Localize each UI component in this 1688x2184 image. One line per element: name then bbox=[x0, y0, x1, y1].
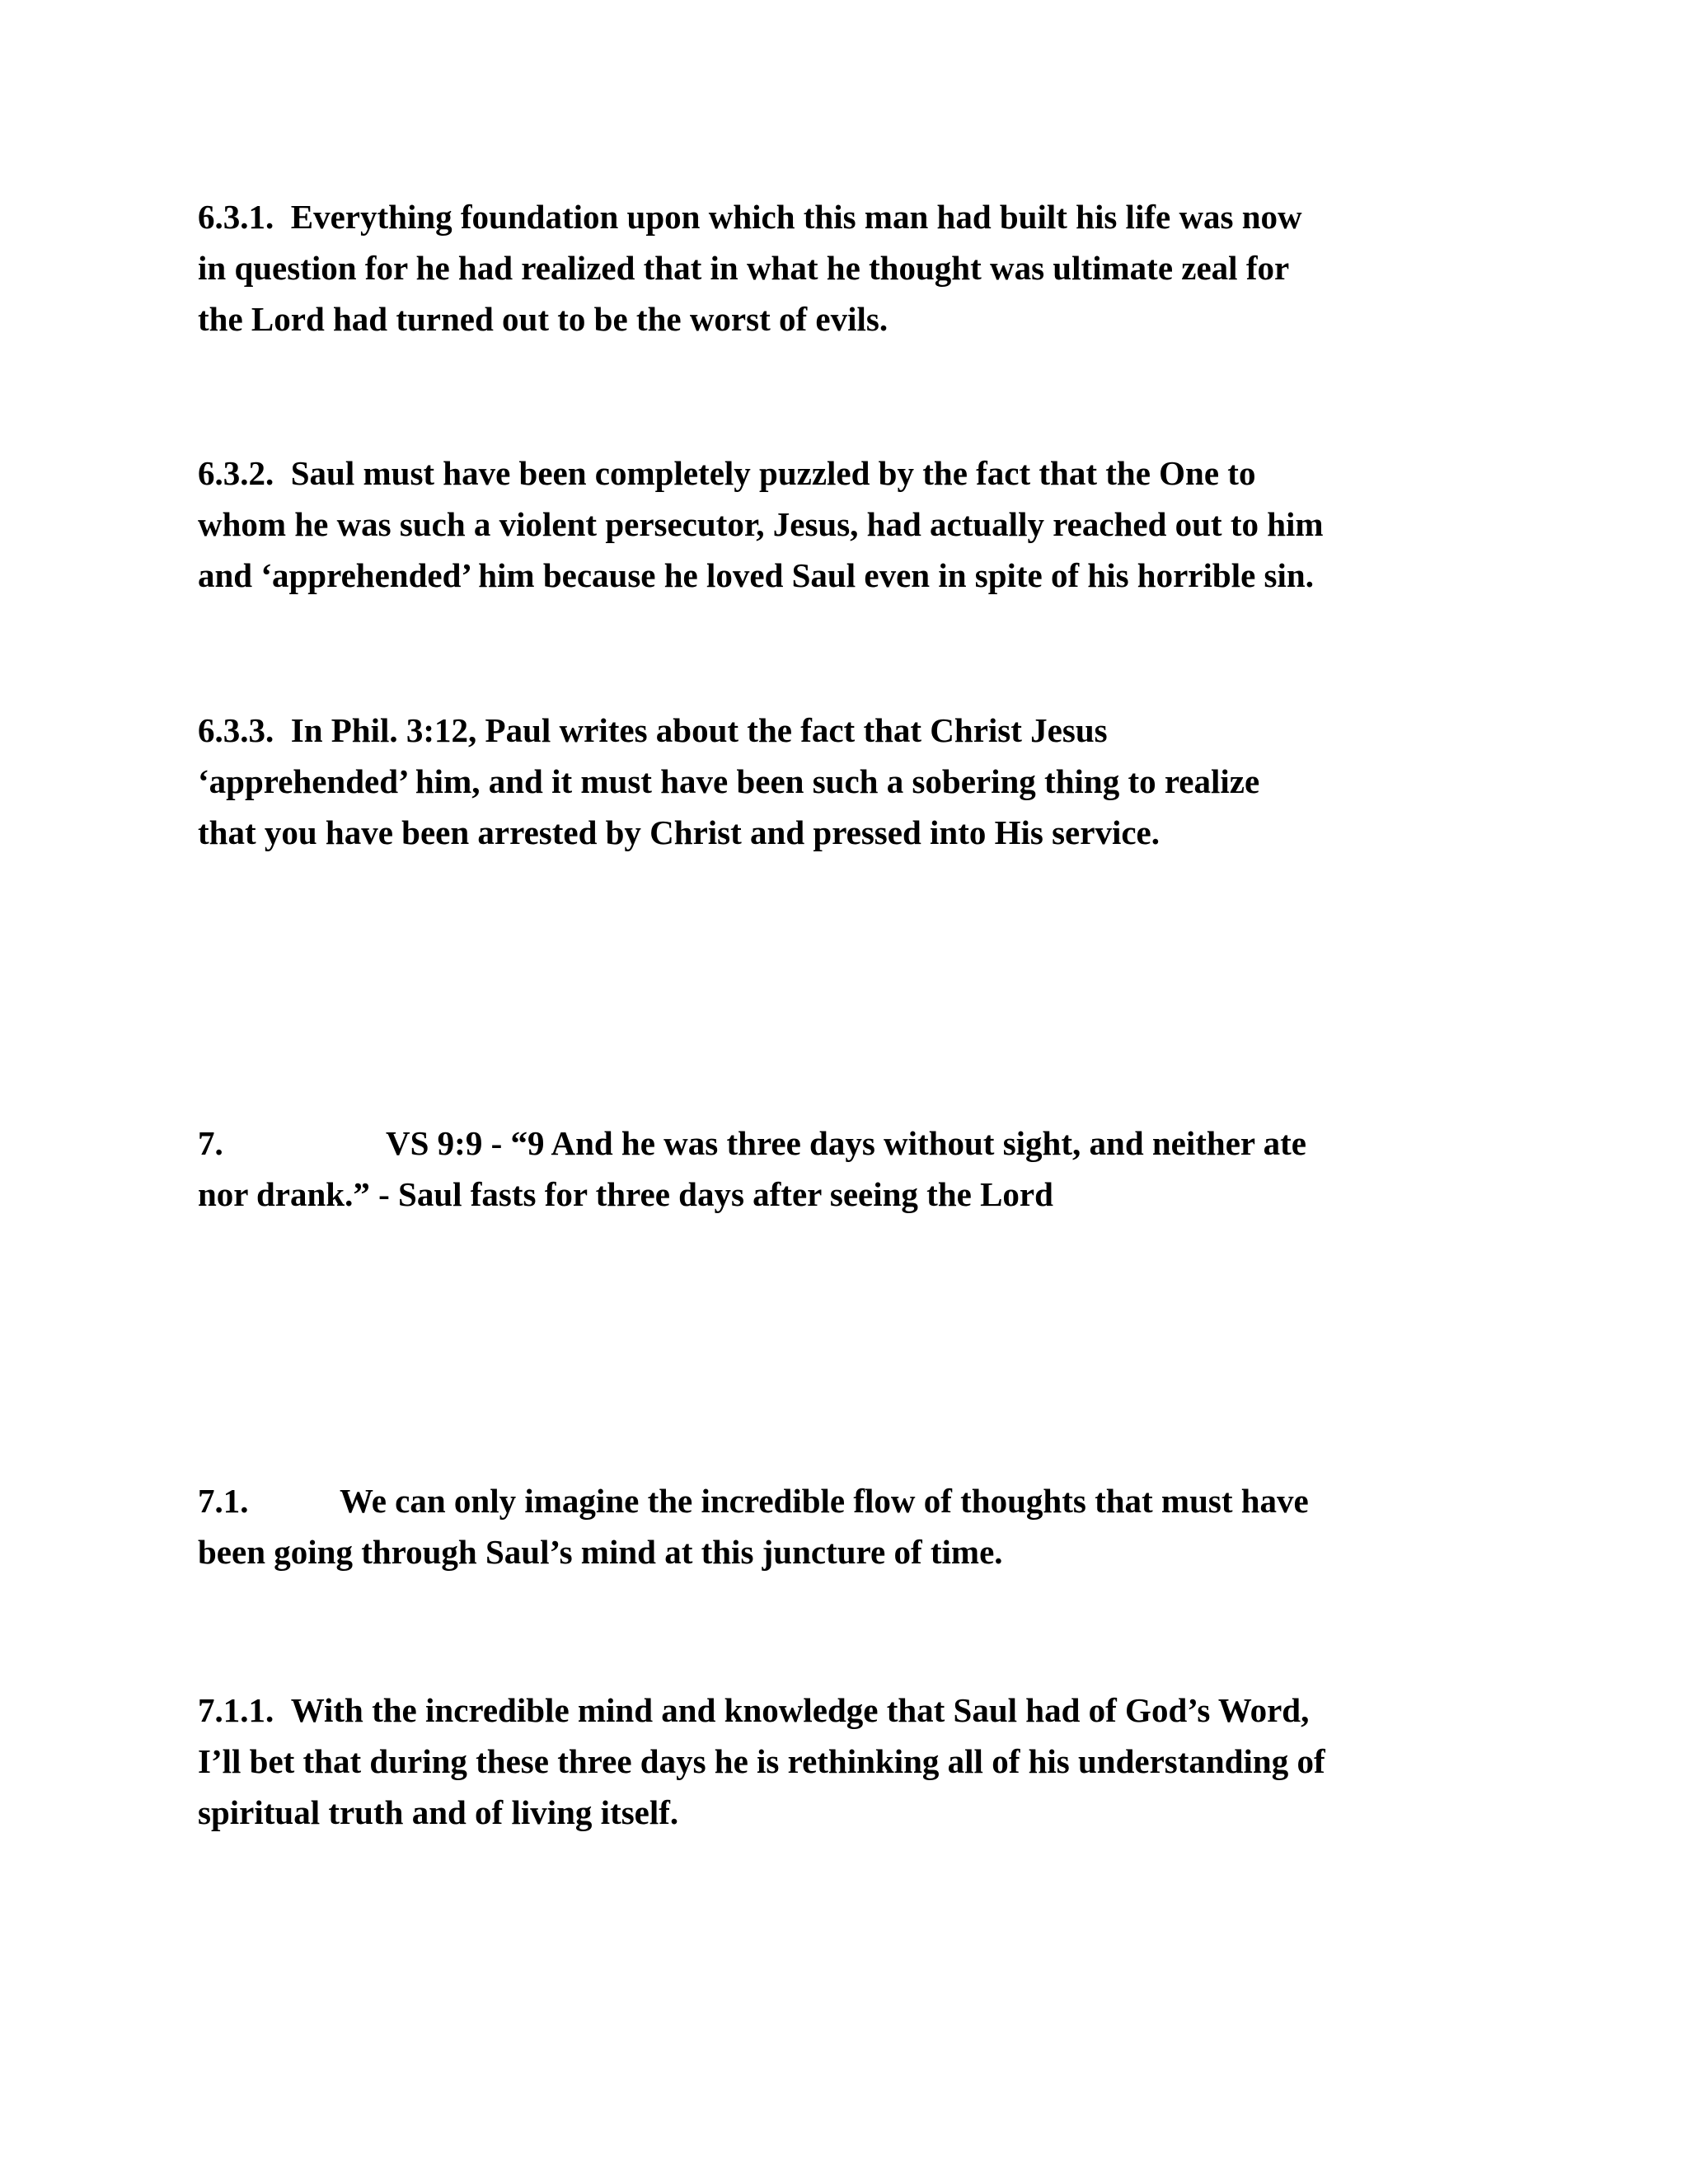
paragraph-line: the Lord had turned out to be the worst of evils. bbox=[198, 300, 889, 338]
paragraph-6-3-2 bbox=[198, 448, 1324, 601]
paragraph-6-3-3 bbox=[198, 705, 1259, 858]
paragraph-7 bbox=[198, 1118, 1306, 1220]
paragraph-line: I’ll bet that during these three days he is rethinking all of his understanding of bbox=[198, 1742, 1325, 1780]
paragraph-line bbox=[198, 191, 1302, 242]
paragraph-number: 7.1. bbox=[198, 1482, 249, 1520]
paragraph-line: spiritual truth and of living itself. bbox=[198, 1793, 679, 1831]
paragraph-line: been going through Saul’s mind at this juncture of time. bbox=[198, 1533, 1003, 1571]
paragraph-text: With the incredible mind and knowledge that Saul had of God’s Word, bbox=[290, 1691, 1310, 1729]
paragraph-number: 6.3.3. bbox=[198, 711, 274, 749]
paragraph-number: 7.1.1. bbox=[198, 1691, 274, 1729]
paragraph-text: We can only imagine the incredible flow of thoughts that must have bbox=[340, 1482, 1309, 1520]
paragraph-7-1-1 bbox=[198, 1685, 1325, 1838]
paragraph-text: In Phil. 3:12, Paul writes about the fact that Christ Jesus bbox=[290, 711, 1108, 749]
paragraph-line: nor drank.” - Saul fasts for three days after seeing the Lord bbox=[198, 1175, 1053, 1213]
paragraph-number: 6.3.2. bbox=[198, 454, 274, 492]
paragraph-line: and ‘apprehended’ him because he loved Saul even in spite of his horrible sin. bbox=[198, 556, 1314, 594]
paragraph-line bbox=[198, 1475, 1309, 1526]
paragraph-text: VS 9:9 - “9 And he was three days without sight, and neither ate bbox=[386, 1124, 1306, 1162]
paragraph-7-1 bbox=[198, 1475, 1309, 1577]
paragraph-line: in question for he had realized that in what he thought was ultimate zeal for bbox=[198, 249, 1290, 287]
paragraph-line bbox=[198, 1685, 1325, 1736]
paragraph-line: that you have been arrested by Christ and pressed into His service. bbox=[198, 813, 1160, 851]
paragraph-6-3-1 bbox=[198, 191, 1302, 344]
paragraph-text: Everything foundation upon which this man had built his life was now bbox=[290, 198, 1302, 236]
paragraph-number: 7. bbox=[198, 1124, 223, 1162]
paragraph-number: 6.3.1. bbox=[198, 198, 274, 236]
paragraph-line: whom he was such a violent persecutor, Jesus, had actually reached out to him bbox=[198, 505, 1324, 543]
paragraph-text: Saul must have been completely puzzled by the fact that the One to bbox=[290, 454, 1256, 492]
paragraph-line bbox=[198, 448, 1324, 499]
paragraph-line: ‘apprehended’ him, and it must have been such a sobering thing to realize bbox=[198, 762, 1260, 800]
paragraph-line bbox=[198, 1118, 1306, 1169]
paragraph-line bbox=[198, 705, 1259, 756]
